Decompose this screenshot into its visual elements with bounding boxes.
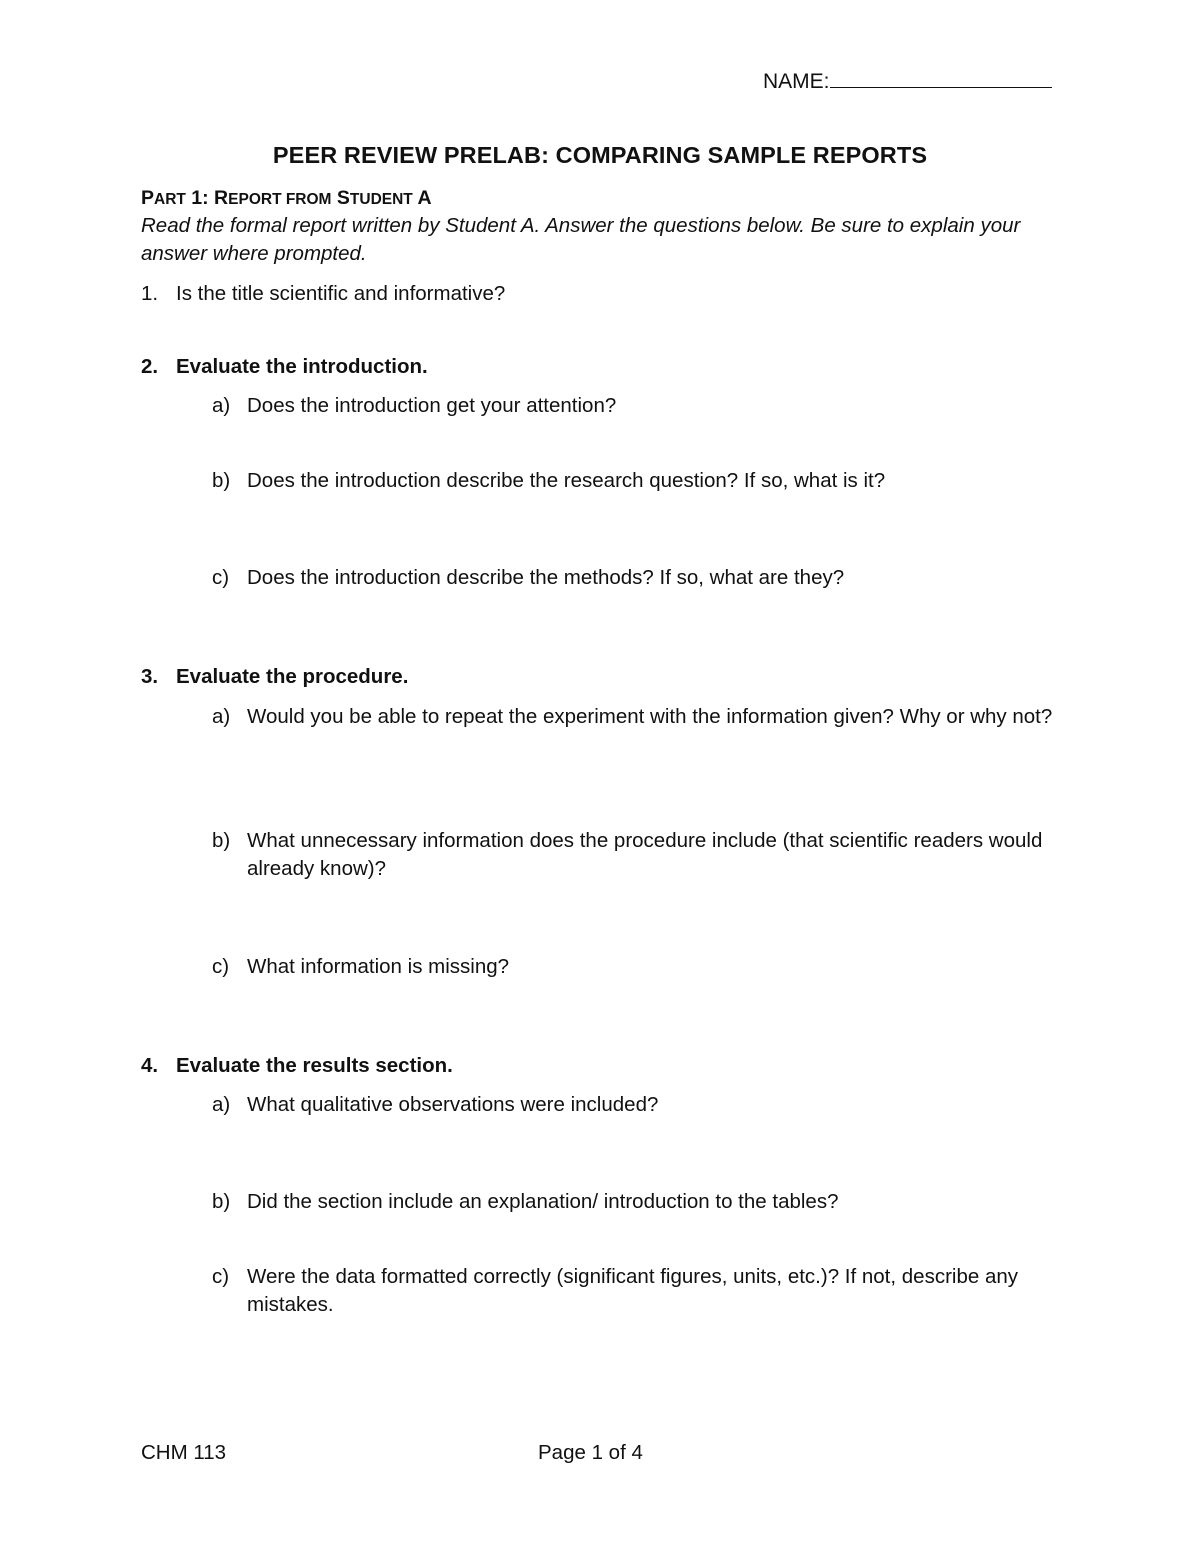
name-field	[763, 70, 1052, 94]
sub-question-text: What qualitative observations were included?	[247, 1093, 659, 1116]
sub-question-text: Does the introduction describe the research question? If so, what is it?	[247, 469, 886, 492]
heading-fragment: ART	[154, 191, 186, 208]
sub-question-text: Does the introduction describe the methods? If so, what are they?	[247, 566, 845, 589]
footer-course: CHM 113	[141, 1441, 227, 1464]
sub-question-text: Were the data formatted correctly (significant figures, units, etc.)? If not, describe any mistakes.	[247, 1265, 1019, 1316]
sub-question-label: c)	[212, 566, 230, 589]
sub-question-text: What unnecessary information does the procedure include (that scientific readers would already know)?	[247, 829, 1043, 880]
name-blank-line	[830, 71, 1052, 88]
question-number: 4.	[141, 1054, 159, 1077]
name-label: NAME:	[763, 70, 830, 93]
heading-fragment: S	[331, 187, 350, 209]
question-text: Is the title scientific and informative?	[176, 282, 506, 305]
sub-question-label: b)	[212, 469, 231, 492]
question-heading: Evaluate the introduction.	[176, 355, 428, 378]
page-title: PEER REVIEW PRELAB: COMPARING SAMPLE REPORTS	[272, 142, 928, 168]
sub-question-text: Would you be able to repeat the experiment with the information given? Why or why not?	[247, 705, 1053, 728]
sub-question-label: b)	[212, 1190, 231, 1213]
sub-question-label: b)	[212, 829, 231, 852]
sub-question-text: Does the introduction get your attention?	[247, 394, 617, 417]
sub-question-label: c)	[212, 1265, 230, 1288]
sub-question-label: c)	[212, 955, 230, 978]
footer-page-number: Page 1 of 4	[538, 1441, 643, 1464]
heading-fragment: TUDENT	[349, 191, 413, 208]
part-1-heading	[141, 187, 432, 210]
question-number: 1.	[141, 282, 159, 305]
sub-question-text: Did the section include an explanation/ introduction to the tables?	[247, 1190, 839, 1213]
sub-question-label: a)	[212, 1093, 231, 1116]
question-number: 2.	[141, 355, 159, 378]
heading-fragment: EPORT FROM	[228, 191, 332, 208]
sub-question-label: a)	[212, 705, 231, 728]
sub-question-label: a)	[212, 394, 231, 417]
heading-fragment: A	[412, 187, 432, 209]
heading-fragment: 1: R	[185, 187, 229, 209]
question-heading: Evaluate the results section.	[176, 1054, 453, 1077]
sub-question-text: What information is missing?	[247, 955, 510, 978]
part-1-instructions: Read the formal report written by Student A. Answer the questions below. Be sure to explain your answer where prompted.	[141, 214, 1021, 265]
heading-fragment: P	[141, 187, 155, 209]
question-heading: Evaluate the procedure.	[176, 665, 409, 688]
question-number: 3.	[141, 665, 159, 688]
